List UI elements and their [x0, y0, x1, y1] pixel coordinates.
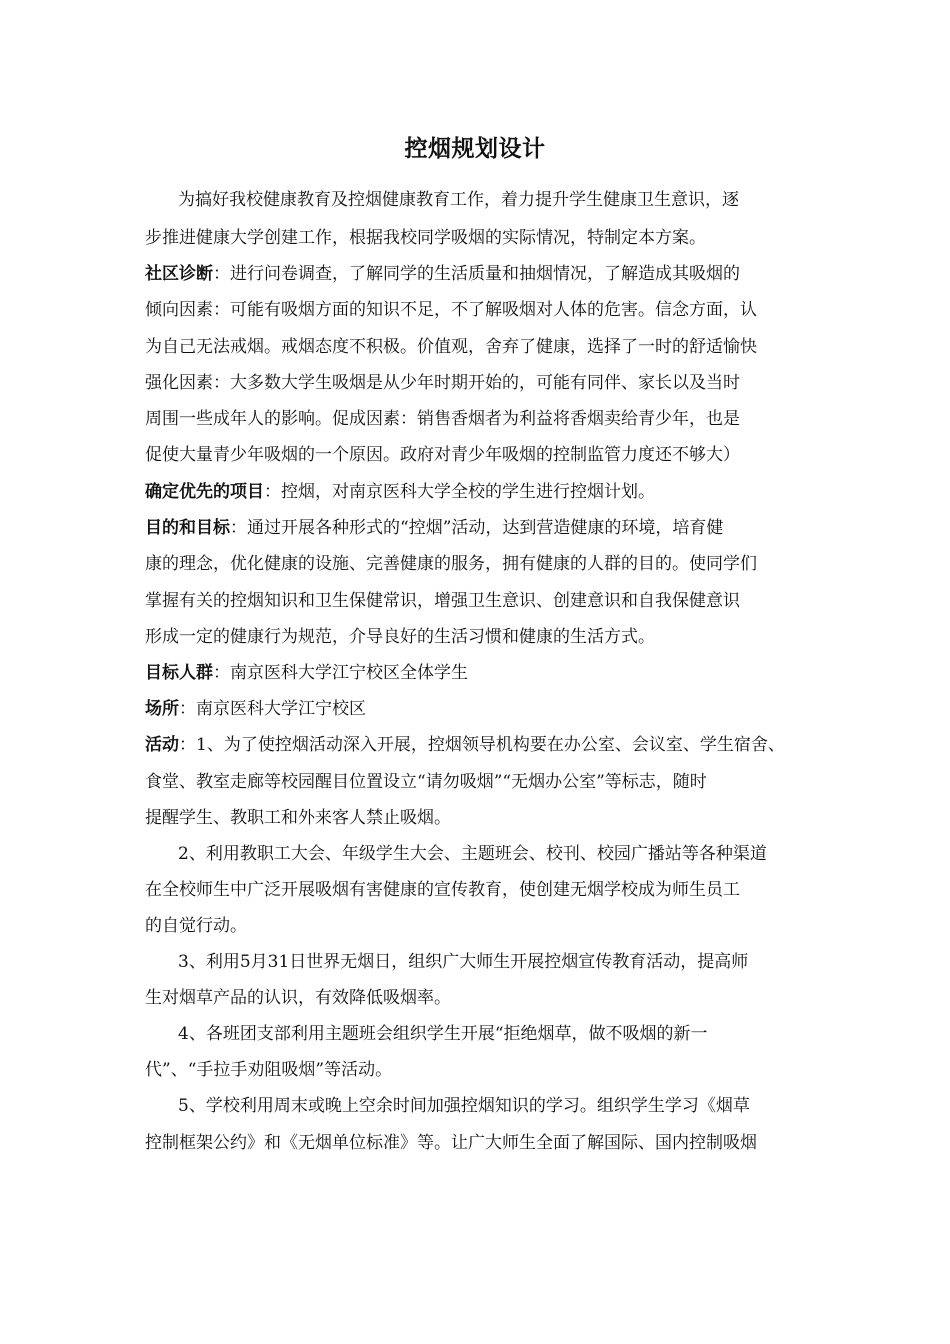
- paragraph-line: [145, 655, 815, 691]
- line-label: 场所: [145, 699, 179, 719]
- paragraph-line: [145, 800, 815, 836]
- line-label: 目标人群: [145, 663, 213, 683]
- line-text: 代”、“手拉手劝阻吸烟”等活动。: [145, 1060, 393, 1080]
- line-text: 康的理念，优化健康的设施、完善健康的服务，拥有健康的人群的目的。使同学们: [145, 554, 757, 574]
- paragraph-line: [145, 474, 815, 510]
- paragraph-line: [145, 220, 815, 256]
- paragraph-line: [145, 908, 815, 944]
- line-text: 在全校师生中广泛开展吸烟有害健康的宣传教育，使创建无烟学校成为师生员工: [145, 880, 740, 900]
- line-text: 3、利用5月31日世界无烟日，组织广大师生开展控烟宣传教育活动，提高师: [178, 952, 749, 972]
- document-title: 控烟规划设计: [404, 136, 546, 162]
- line-text: ：南京医科大学江宁校区全体学生: [213, 663, 468, 683]
- line-text: 生对烟草产品的认识，有效降低吸烟率。: [145, 988, 451, 1008]
- line-text: ：1、为了使控烟活动深入开展，控烟领导机构要在办公室、会议室、学生宿舍、: [179, 735, 785, 755]
- paragraph-line: [178, 182, 815, 218]
- line-text: 掌握有关的控烟知识和卫生保健常识，增强卫生意识、创建意识和自我保健意识: [145, 591, 740, 611]
- paragraph-line: [145, 546, 815, 582]
- paragraph-line: [145, 583, 815, 619]
- paragraph-line: [145, 292, 815, 328]
- line-text: 的自觉行动。: [145, 916, 247, 936]
- paragraph-line: [145, 980, 815, 1016]
- paragraph-line: [145, 256, 815, 292]
- paragraph-line: [145, 329, 815, 365]
- line-text: 倾向因素：可能有吸烟方面的知识不足，不了解吸烟对人体的危害。信念方面，认: [145, 300, 757, 320]
- paragraph-line: [178, 836, 815, 872]
- line-text: ：南京医科大学江宁校区: [179, 699, 366, 719]
- paragraph-line: [145, 401, 815, 437]
- paragraph-line: [145, 1125, 815, 1161]
- line-text: 4、各班团支部利用主题班会组织学生开展“拒绝烟草，做不吸烟的新一: [178, 1024, 708, 1044]
- line-text: 控制框架公约》和《无烟单位标准》等。让广大师生全面了解国际、国内控制吸烟: [145, 1133, 757, 1153]
- line-text: 促使大量青少年吸烟的一个原因。政府对青少年吸烟的控制监管力度还不够大）: [145, 445, 740, 465]
- paragraph-line: [145, 510, 815, 546]
- paragraph-line: [145, 691, 815, 727]
- line-text: 步推进健康大学创建工作，根据我校同学吸烟的实际情况，特制定本方案。: [145, 228, 706, 248]
- paragraph-line: [145, 365, 815, 401]
- paragraph-line: [178, 944, 815, 980]
- line-text: 5、学校利用周末或晚上空余时间加强控烟知识的学习。组织学生学习《烟草: [178, 1096, 750, 1116]
- paragraph-line: [145, 1052, 815, 1088]
- line-label: 目的和目标: [145, 518, 230, 538]
- line-text: ：控烟，对南京医科大学全校的学生进行控烟计划。: [264, 482, 655, 502]
- line-label: 确定优先的项目: [145, 482, 264, 502]
- paragraph-line: [178, 1088, 815, 1124]
- line-text: 强化因素：大多数大学生吸烟是从少年时期开始的，可能有同伴、家长以及当时: [145, 373, 740, 393]
- line-text: 周围一些成年人的影响。促成因素：销售香烟者为利益将香烟卖给青少年，也是: [145, 409, 740, 429]
- line-text: ：进行问卷调查，了解同学的生活质量和抽烟情况，了解造成其吸烟的: [213, 264, 740, 284]
- paragraph-line: [145, 619, 815, 655]
- paragraph-line: [145, 872, 815, 908]
- line-text: 为搞好我校健康教育及控烟健康教育工作，着力提升学生健康卫生意识，逐: [178, 190, 739, 210]
- line-text: ：通过开展各种形式的“控烟”活动，达到营造健康的环境，培育健: [230, 518, 724, 538]
- line-label: 社区诊断: [145, 264, 213, 284]
- line-label: 活动: [145, 735, 179, 755]
- paragraph-line: [145, 437, 815, 473]
- paragraph-line: [145, 727, 815, 763]
- paragraph-line: [145, 764, 815, 800]
- paragraph-line: [178, 1016, 815, 1052]
- line-text: 为自己无法戒烟。戒烟态度不积极。价值观，舍弃了健康，选择了一时的舒适愉快: [145, 337, 757, 357]
- line-text: 提醒学生、教职工和外来客人禁止吸烟。: [145, 808, 451, 828]
- line-text: 食堂、教室走廊等校园醒目位置设立“请勿吸烟”“无烟办公室”等标志，随时: [145, 772, 707, 792]
- line-text: 形成一定的健康行为规范，介导良好的生活习惯和健康的生活方式。: [145, 627, 655, 647]
- line-text: 2、利用教职工大会、年级学生大会、主题班会、校刊、校园广播站等各种渠道: [178, 844, 767, 864]
